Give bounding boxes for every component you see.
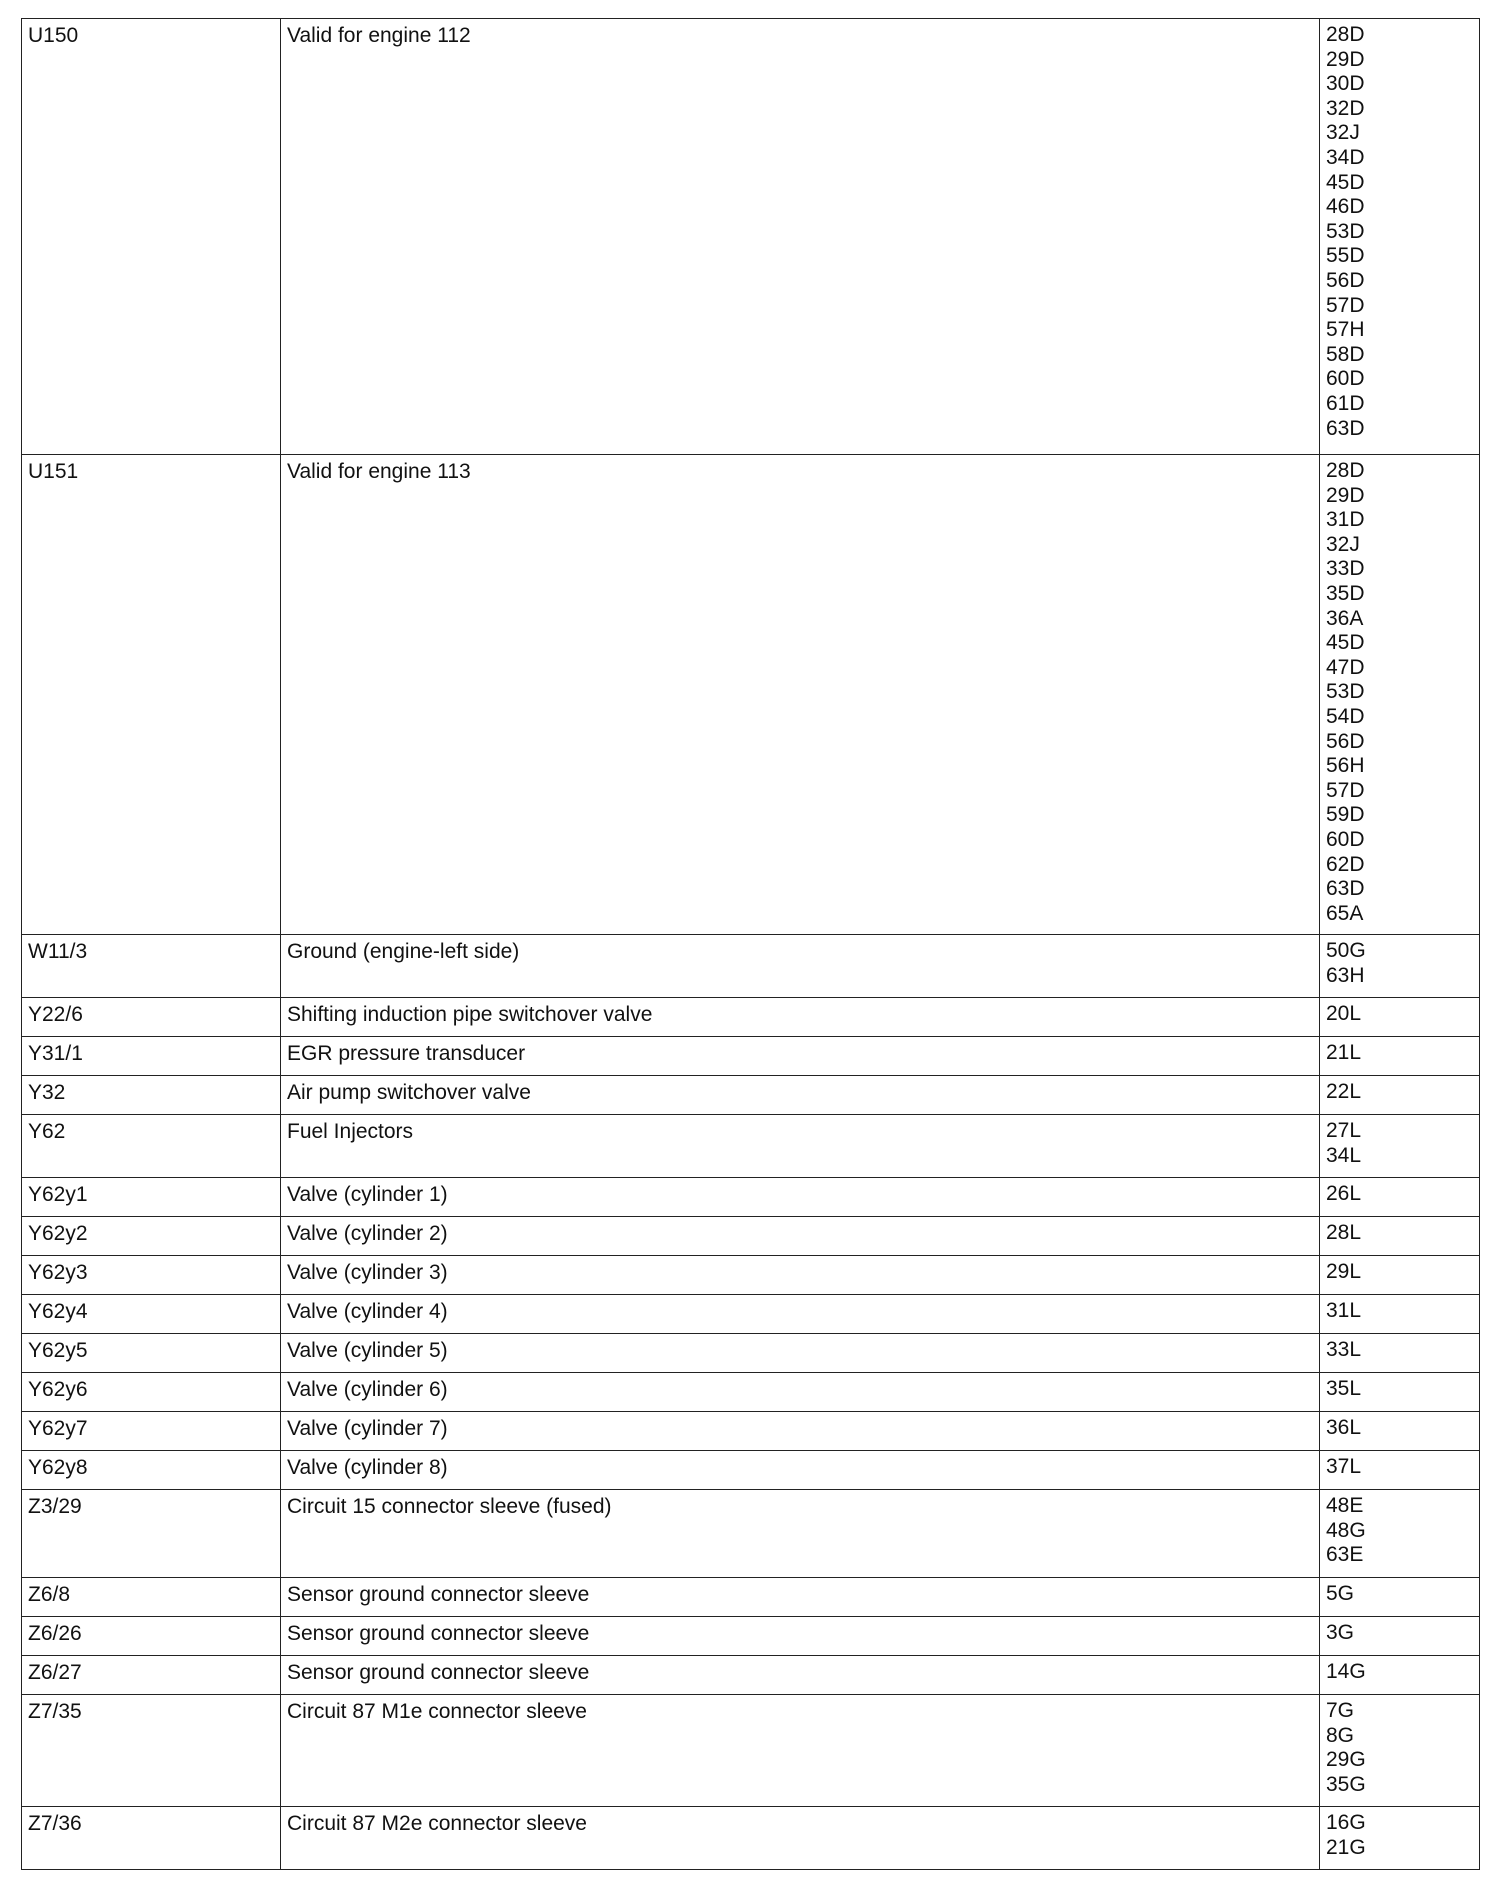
table-row [22,1334,1480,1373]
component-description: Circuit 15 connector sleeve (fused) [281,1490,1320,1578]
grid-reference: 60D [1326,367,1365,391]
grid-reference-cell [1320,998,1480,1037]
component-code: Y22/6 [22,998,281,1037]
grid-reference: 63D [1326,877,1365,901]
grid-reference: 57H [1326,318,1365,342]
grid-reference: 21G [1326,1835,1366,1859]
component-code: Y62y6 [22,1373,281,1412]
component-description: Fuel Injectors [281,1115,1320,1178]
component-code: Z3/29 [22,1490,281,1578]
grid-reference: 28D [1326,23,1365,46]
grid-reference: 46D [1326,195,1365,219]
grid-reference: 35D [1326,581,1365,605]
grid-reference: 59D [1326,803,1365,827]
grid-reference-cell [1320,455,1480,935]
grid-reference: 3G [1326,1621,1355,1644]
table-row [22,1807,1480,1870]
grid-reference: 48E [1326,1494,1364,1517]
component-description: Valve (cylinder 1) [281,1178,1320,1217]
grid-reference-cell [1320,1217,1480,1256]
grid-reference: 61D [1326,391,1365,415]
grid-reference: 32J [1326,532,1360,556]
component-code: W11/3 [22,935,281,998]
grid-reference: 63H [1326,963,1365,987]
grid-reference: 53D [1326,680,1365,704]
grid-reference: 28L [1326,1221,1362,1244]
grid-reference: 60D [1326,827,1365,851]
grid-reference: 56H [1326,754,1365,778]
grid-reference-cell [1320,1037,1480,1076]
grid-reference: 27L [1326,1119,1362,1142]
grid-reference: 63E [1326,1543,1364,1567]
grid-reference: 7G [1326,1699,1355,1722]
grid-reference-cell [1320,1076,1480,1115]
table-row [22,455,1480,935]
component-description: Valid for engine 112 [281,19,1320,455]
grid-reference-cell [1320,1807,1480,1870]
table-row [22,1490,1480,1578]
component-code: Z7/36 [22,1807,281,1870]
grid-reference-cell [1320,1256,1480,1295]
component-description: Valve (cylinder 4) [281,1295,1320,1334]
component-description: Valve (cylinder 5) [281,1334,1320,1373]
grid-reference: 16G [1326,1811,1366,1834]
grid-reference: 20L [1326,1002,1362,1025]
component-code: Z6/8 [22,1578,281,1617]
component-code: Y62y1 [22,1178,281,1217]
component-description: Circuit 87 M2e connector sleeve [281,1807,1320,1870]
component-code: Z6/27 [22,1656,281,1695]
grid-reference: 65A [1326,901,1364,925]
grid-reference: 29L [1326,1260,1362,1283]
table-body [22,19,1480,1870]
grid-reference: 8G [1326,1723,1355,1747]
grid-reference: 31D [1326,508,1365,532]
table-row [22,1451,1480,1490]
component-code: Y62y3 [22,1256,281,1295]
grid-reference: 45D [1326,631,1365,655]
grid-reference: 56D [1326,268,1365,292]
grid-reference: 63D [1326,416,1365,440]
component-location-table [21,18,1480,1870]
table-row [22,1295,1480,1334]
grid-reference-cell [1320,1656,1480,1695]
table-row [22,1412,1480,1451]
component-code: Y62 [22,1115,281,1178]
component-code: Y62y2 [22,1217,281,1256]
grid-reference: 48G [1326,1518,1366,1542]
component-code: Y62y7 [22,1412,281,1451]
grid-reference-cell [1320,1578,1480,1617]
component-description: Valve (cylinder 3) [281,1256,1320,1295]
grid-reference-cell [1320,1373,1480,1412]
grid-reference: 34D [1326,145,1365,169]
grid-reference: 14G [1326,1660,1366,1683]
table-row [22,998,1480,1037]
component-code: Y62y8 [22,1451,281,1490]
grid-reference: 58D [1326,342,1365,366]
table-row [22,1256,1480,1295]
grid-reference-cell [1320,1295,1480,1334]
grid-reference: 56D [1326,729,1365,753]
grid-reference-cell [1320,1412,1480,1451]
component-code: Z6/26 [22,1617,281,1656]
grid-reference: 29D [1326,47,1365,71]
table-row [22,1695,1480,1807]
component-code: Y32 [22,1076,281,1115]
table-row [22,1656,1480,1695]
component-description: Valve (cylinder 8) [281,1451,1320,1490]
grid-reference-cell [1320,1695,1480,1807]
component-description: Sensor ground connector sleeve [281,1617,1320,1656]
component-code: U151 [22,455,281,935]
grid-reference: 36L [1326,1416,1362,1439]
grid-reference: 35G [1326,1772,1366,1796]
component-description: Valve (cylinder 2) [281,1217,1320,1256]
grid-reference: 62D [1326,852,1365,876]
component-code: Y62y4 [22,1295,281,1334]
table-row [22,1115,1480,1178]
table-row [22,1217,1480,1256]
component-code: Z7/35 [22,1695,281,1807]
grid-reference: 34L [1326,1143,1362,1167]
grid-reference: 54D [1326,704,1365,728]
grid-reference-cell [1320,935,1480,998]
grid-reference: 33D [1326,557,1365,581]
grid-reference-cell [1320,1617,1480,1656]
grid-reference: 32J [1326,121,1360,145]
grid-reference-cell [1320,1490,1480,1578]
grid-reference: 47D [1326,655,1365,679]
grid-reference: 29G [1326,1748,1366,1772]
grid-reference: 50G [1326,939,1366,962]
table-row [22,19,1480,455]
grid-reference-cell [1320,1178,1480,1217]
grid-reference: 37L [1326,1455,1362,1478]
grid-reference: 5G [1326,1582,1355,1605]
grid-reference: 29D [1326,483,1365,507]
component-description: Sensor ground connector sleeve [281,1578,1320,1617]
table-row [22,1178,1480,1217]
component-description: Circuit 87 M1e connector sleeve [281,1695,1320,1807]
component-code: U150 [22,19,281,455]
grid-reference: 30D [1326,72,1365,96]
grid-reference-cell [1320,1451,1480,1490]
table-row [22,1617,1480,1656]
component-description: Sensor ground connector sleeve [281,1656,1320,1695]
component-description: EGR pressure transducer [281,1037,1320,1076]
component-description: Shifting induction pipe switchover valve [281,998,1320,1037]
grid-reference: 22L [1326,1080,1362,1103]
grid-reference: 21L [1326,1041,1362,1064]
component-description: Valve (cylinder 6) [281,1373,1320,1412]
grid-reference: 57D [1326,778,1365,802]
component-code: Y31/1 [22,1037,281,1076]
grid-reference: 33L [1326,1338,1362,1361]
table-row [22,1076,1480,1115]
table-row [22,1373,1480,1412]
grid-reference-cell [1320,1334,1480,1373]
table-row [22,935,1480,998]
grid-reference: 31L [1326,1299,1362,1322]
component-description: Air pump switchover valve [281,1076,1320,1115]
component-description: Ground (engine-left side) [281,935,1320,998]
grid-reference: 26L [1326,1182,1362,1205]
grid-reference: 55D [1326,244,1365,268]
grid-reference: 57D [1326,293,1365,317]
grid-reference: 53D [1326,219,1365,243]
grid-reference: 45D [1326,170,1365,194]
table-row [22,1578,1480,1617]
grid-reference: 36A [1326,606,1364,630]
grid-reference-cell [1320,19,1480,455]
grid-reference-cell [1320,1115,1480,1178]
grid-reference: 35L [1326,1377,1362,1400]
grid-reference: 32D [1326,96,1365,120]
component-code: Y62y5 [22,1334,281,1373]
grid-reference: 28D [1326,459,1365,482]
component-description: Valve (cylinder 7) [281,1412,1320,1451]
table-row [22,1037,1480,1076]
component-description: Valid for engine 113 [281,455,1320,935]
